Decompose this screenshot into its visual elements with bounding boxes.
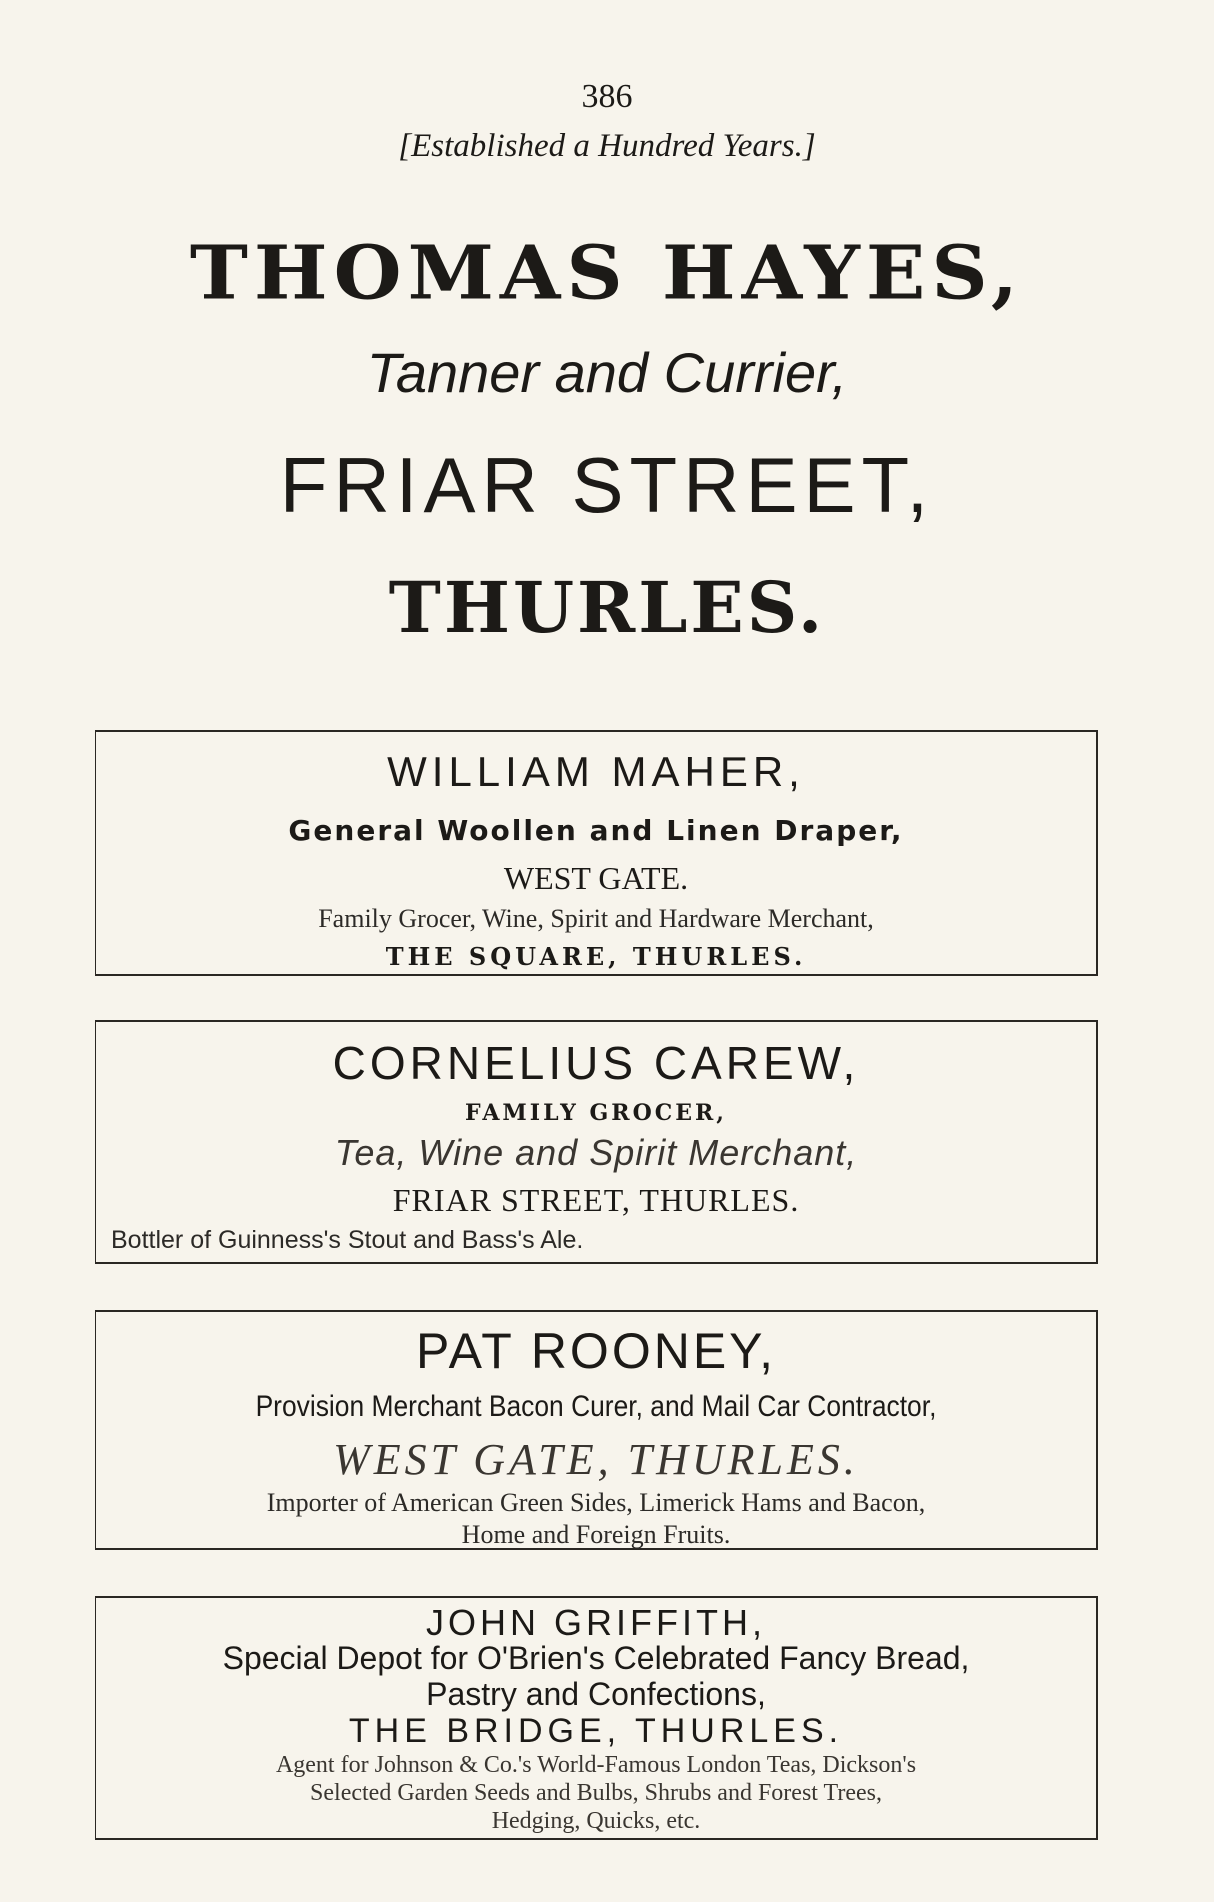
ad-line: THE BRIDGE, THURLES. <box>348 1712 844 1750</box>
ad-line: Hedging, Quicks, etc. <box>491 1808 701 1834</box>
ad-heading: CORNELIUS CAREW, <box>332 1037 860 1089</box>
ad-line: Agent for Johnson & Co.'s World-Famous London Teas, Dickson's <box>275 1752 917 1778</box>
ad-line: Pastry and Confections, <box>426 1676 766 1712</box>
ad-heading: WILLIAM MAHER, <box>387 748 805 795</box>
ad-john-griffith <box>95 1596 1098 1840</box>
ad-line: Tea, Wine and Spirit Merchant, <box>334 1132 858 1173</box>
ad-line: WEST GATE, THURLES. <box>333 1435 859 1484</box>
ad-pat-rooney <box>95 1310 1098 1550</box>
ad-line: FAMILY GROCER, <box>465 1100 727 1126</box>
ad-line: THE SQUARE, THURLES. <box>385 942 807 971</box>
ad-cornelius-carew <box>95 1020 1098 1264</box>
ad-line: FRIAR STREET, THURLES. <box>392 1182 800 1218</box>
ad-line: Special Depot for O'Brien's Celebrated Fancy Bread, <box>222 1640 970 1676</box>
established-line: [Established a Hundred Years.] <box>398 128 816 164</box>
hayes-trade: Tanner and Currier, <box>366 341 848 404</box>
ad-william-maher <box>95 730 1098 976</box>
ad-line: Provision Merchant Bacon Curer, and Mail Car Contractor, <box>255 1390 937 1423</box>
hayes-name: THOMAS HAYES, <box>189 230 1025 317</box>
ad-line: WEST GATE. <box>503 860 689 896</box>
ad-line: Family Grocer, Wine, Spirit and Hardware Merchant, <box>318 904 874 933</box>
ad-line: Importer of American Green Sides, Limerick Hams and Bacon, <box>266 1488 926 1517</box>
hayes-street: FRIAR STREET, <box>279 441 935 529</box>
ad-line: General Woollen and Linen Draper, <box>288 814 904 847</box>
page-number: 386 <box>581 78 633 115</box>
hayes-town: THURLES. <box>388 566 826 649</box>
ad-heading: JOHN GRIFFITH, <box>426 1602 766 1643</box>
ad-line: Selected Garden Seeds and Bulbs, Shrubs and Forest Trees, <box>310 1780 882 1806</box>
ad-heading: PAT ROONEY, <box>416 1323 776 1379</box>
ad-line: Bottler of Guinness's Stout and Bass's Ale. <box>111 1226 584 1254</box>
ad-line: Home and Foreign Fruits. <box>461 1520 731 1549</box>
